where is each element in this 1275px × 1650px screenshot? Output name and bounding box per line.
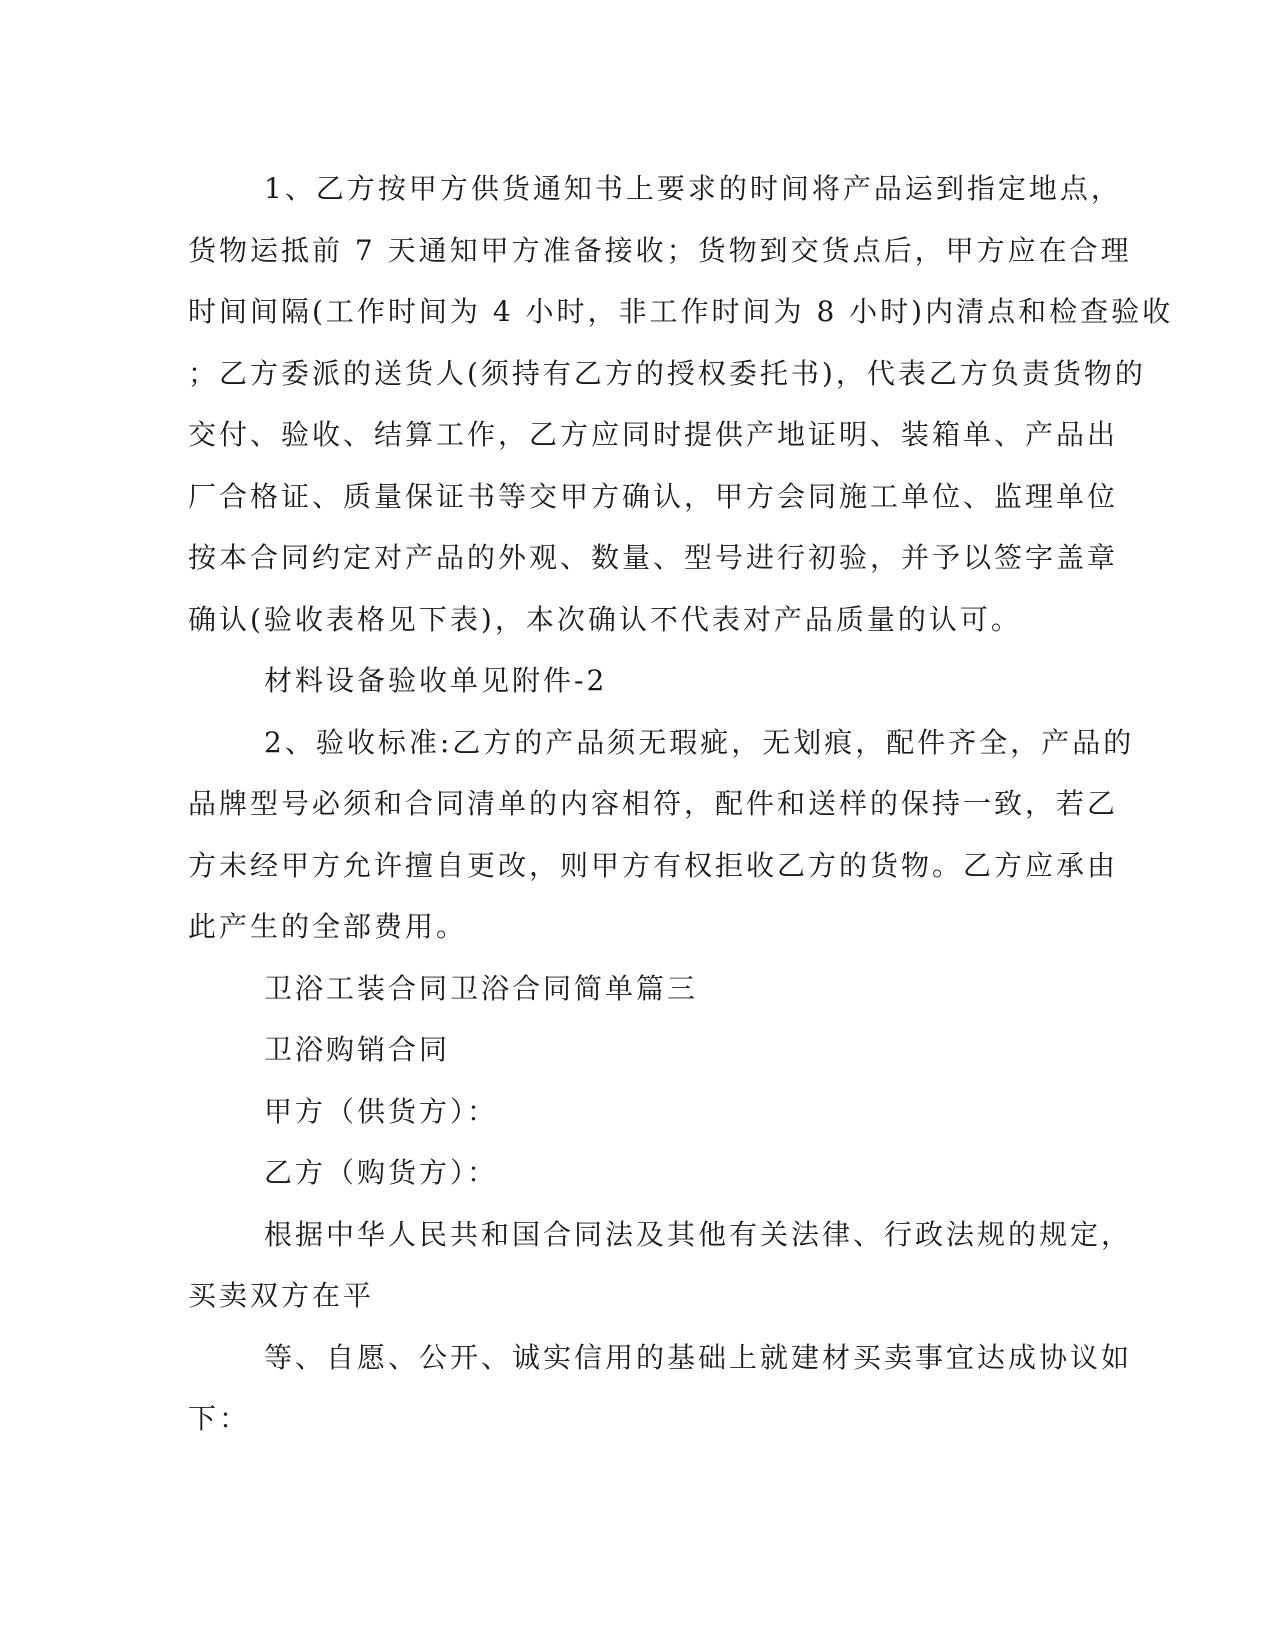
paragraph-agreement-principles (188, 1327, 1133, 1450)
text-line: 货物运抵前 7 天通知甲方准备接收；货物到交货点后，甲方应在合理 (188, 233, 1132, 267)
text-line: 按本合同约定对产品的外观、数量、型号进行初验，并予以签字盖章 (188, 541, 1119, 574)
document-body (188, 158, 1174, 1450)
text-line: 卫浴工装合同卫浴合同简单篇三 (264, 971, 699, 1005)
text-line: 甲方（供货方）： (264, 1094, 499, 1128)
contract-title (188, 1019, 1076, 1081)
paragraph-attachment-note (188, 650, 1076, 712)
text-line: 方未经甲方允许擅自更改，则甲方有权拒收乙方的货物。乙方应承由 (188, 848, 1119, 882)
party-b-line (188, 1142, 1076, 1204)
text-line: 等、自愿、公开、诚实信用的基础上就建材买卖事宜达成协议如 (264, 1340, 1133, 1374)
text-line: 下： (188, 1402, 251, 1435)
text-line: ；乙方委派的送货人(须持有乙方的授权委托书)，代表乙方负责货物的 (188, 356, 1146, 390)
text-line: 材料设备验收单见附件-2 (264, 664, 608, 697)
text-line: 2、验收标准:乙方的产品须无瑕疵，无划痕，配件齐全，产品的 (264, 725, 1135, 759)
party-a-line (188, 1081, 1076, 1143)
text-line: 品牌型号必须和合同清单的内容相符，配件和送样的保持一致，若乙 (188, 787, 1119, 820)
text-line: 此产生的全部费用。 (188, 910, 468, 943)
text-line: 卫浴购销合同 (264, 1033, 451, 1066)
text-line: 1、乙方按甲方供货通知书上要求的时间将产品运到指定地点， (264, 172, 1122, 205)
text-line: 乙方（购货方）： (264, 1156, 499, 1189)
paragraph-legal-basis (188, 1204, 1133, 1327)
section-heading (188, 958, 1076, 1020)
paragraph-acceptance-standard (188, 712, 1135, 958)
text-line: 确认(验收表格见下表)，本次确认不代表对产品质量的认可。 (188, 602, 1022, 636)
text-line: 厂合格证、质量保证书等交甲方确认，甲方会同施工单位、监理单位 (188, 479, 1119, 513)
paragraph-delivery-notice (188, 158, 1174, 650)
text-line: 根据中华人民共和国合同法及其他有关法律、行政法规的规定， (264, 1217, 1133, 1251)
text-line: 买卖双方在平 (188, 1279, 375, 1312)
text-line: 交付、验收、结算工作，乙方应同时提供产地证明、装箱单、产品出 (188, 418, 1119, 451)
text-line: 时间间隔(工作时间为 4 小时，非工作时间为 8 小时)内清点和检查验收 (188, 295, 1174, 328)
